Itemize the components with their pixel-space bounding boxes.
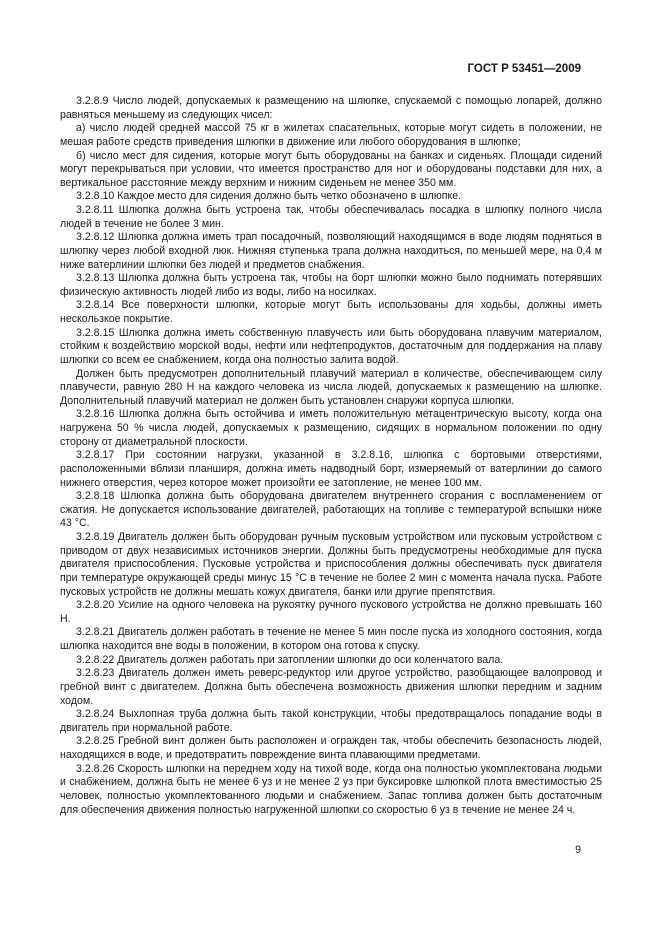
paragraph: 3.2.8.10 Каждое место для сидения должно быть четко обозначено в шлюпке. bbox=[76, 190, 462, 203]
paragraph: б) число мест для сидения, которые могут быть оборудованы на банках и сиденьях. Площади сидений могут перекрываться при условии, что имеется пространство для ног и оборудованы подставки для них, а вертикальное расстояние между верхним и нижним сиденьем не менее 350 мм. bbox=[60, 149, 602, 189]
paragraph: 3.2.8.24 Выхлопная труба должна быть такой конструкции, чтобы предотвращалось попадание воды в двигатель при нормальной работе. bbox=[60, 708, 602, 734]
page-number: 9 bbox=[575, 844, 581, 856]
paragraph: 3.2.8.11 Шлюпка должна быть устроена так, чтобы обеспечивалась посадка в шлюпку полного числа людей в течение не более 3 мин. bbox=[60, 204, 602, 230]
paragraph: 3.2.8.15 Шлюпка должна иметь собственную плавучесть или быть оборудована плавучим материалом, стойким к воздействию морской воды, нефти или нефтепродуктов, достаточным для поддержания на плаву шлюпки со всем ее снабжением, когда она полностью залита водой. bbox=[60, 326, 602, 366]
paragraph: 3.2.8.25 Гребной винт должен быть расположен и огражден так, чтобы обеспечить безопасность людей, находящихся в воде, и предотвратить повреждение винта плавающими предметами. bbox=[60, 735, 602, 761]
paragraph: Должен быть предусмотрен дополнительный плавучий материал в количестве, обеспечивающем силу плавучести, равную 280 Н на каждого человека из числа людей, допускаемых к размещению на шлюпке. Дополнительный плавучий материал не должен быть установлен снаружи корпуса шлюпки. bbox=[60, 367, 602, 407]
paragraph: 3.2.8.26 Скорость шлюпки на переднем ходу на тихой воде, когда она полностью укомплектована людьми и снабжением, должна быть не менее 6 уз и не менее 2 уз при буксировке шлюпкой плота вместимостью 25 человек, полностью укомплектованного людьми и снабжением. Запас топлива должен быть достаточным для обеспечения движения полностью нагруженной шлюпки со скоростью 6 уз в течение не менее 24 ч. bbox=[60, 762, 602, 816]
paragraph: 3.2.8.23 Двигатель должен иметь реверс-редуктор или другое устройство, разобщающее валопровод и гребной винт с двигателем. Должна быть обеспечена возможность движения шлюпки передним и задним ходом. bbox=[60, 667, 602, 707]
paragraph: 3.2.8.14 Все поверхности шлюпки, которые могут быть использованы для ходьбы, должны иметь нескользкое покрытие. bbox=[60, 299, 602, 325]
paragraph: 3.2.8.12 Шлюпка должна иметь трап посадочный, позволяющий находящимся в воде людям подняться в шлюпку через любой входной люк. Нижняя ступенька трапа должна находиться, по меньшей мере, на 0,4 м ниже ватерлинии шлюпки без людей и предметов снабжения. bbox=[60, 231, 602, 271]
paragraph: 3.2.8.19 Двигатель должен быть оборудован ручным пусковым устройством или пусковым устройством с приводом от двух независимых источников энергии. Должны быть предусмотрены необходимые для пуска двигателя приспособления. Пусковые устройства и приспособления должны обеспечивать пуск двигателя при температуре окружающей среды минус 15 °С в течение не более 2 мин с момента начала пуска. Работе пусковых устройств не должны мешать кожух двигателя, банки или другие препятствия. bbox=[60, 531, 602, 598]
paragraph: 3.2.8.21 Двигатель должен работать в течение не менее 5 мин после пуска из холодного состояния, когда шлюпка находится вне воды в положении, в котором она готова к спуску. bbox=[60, 626, 602, 652]
paragraph: а) число людей средней массой 75 кг в жилетах спасательных, которые могут сидеть в положении, не мешая работе средств приведения шлюпки в движение или любого оборудования в шлюпке; bbox=[60, 122, 602, 148]
paragraph: 3.2.8.22 Двигатель должен работать при затоплении шлюпки до оси коленчатого вала. bbox=[76, 653, 504, 666]
document-body bbox=[60, 95, 602, 817]
paragraph: 3.2.8.9 Число людей, допускаемых к размещению на шлюпке, спускаемой с помощью лопарей, должно равняться меньшему из следующих чисел: bbox=[60, 95, 602, 121]
paragraph: 3.2.8.16 Шлюпка должна быть остойчива и иметь положительную метацентрическую высоту, когда она нагружена 50 % числа людей, допускаемых к размещению, сидящих в нормальном положении по одну сторону от диаметральной плоскости. bbox=[60, 408, 602, 448]
paragraph: 3.2.8.20 Усилие на одного человека на рукоятку ручного пускового устройства не должно превышать 160 Н. bbox=[60, 599, 602, 625]
paragraph: 3.2.8.17 При состоянии нагрузки, указанной в 3.2.8.16, шлюпка с бортовыми отверстиями, расположенными вблизи планширя, должна иметь надводный борт, измеряемый от ватерлинии до самого нижнего отверстия, через которое может произойти ее затопление, не менее 100 мм. bbox=[60, 449, 602, 489]
paragraph: 3.2.8.18 Шлюпка должна быть оборудована двигателем внутреннего сгорания с воспламенением от сжатия. Не допускается использование двигателей, работающих на топливе с температурой вспышки ниже 43 °С. bbox=[60, 490, 602, 530]
paragraph: 3.2.8.13 Шлюпка должна быть устроена так, чтобы на борт шлюпки можно было поднимать потерявших физическую активность людей либо из воды, либо на носилках. bbox=[60, 272, 602, 298]
document-header: ГОСТ Р 53451—2009 bbox=[467, 63, 581, 75]
